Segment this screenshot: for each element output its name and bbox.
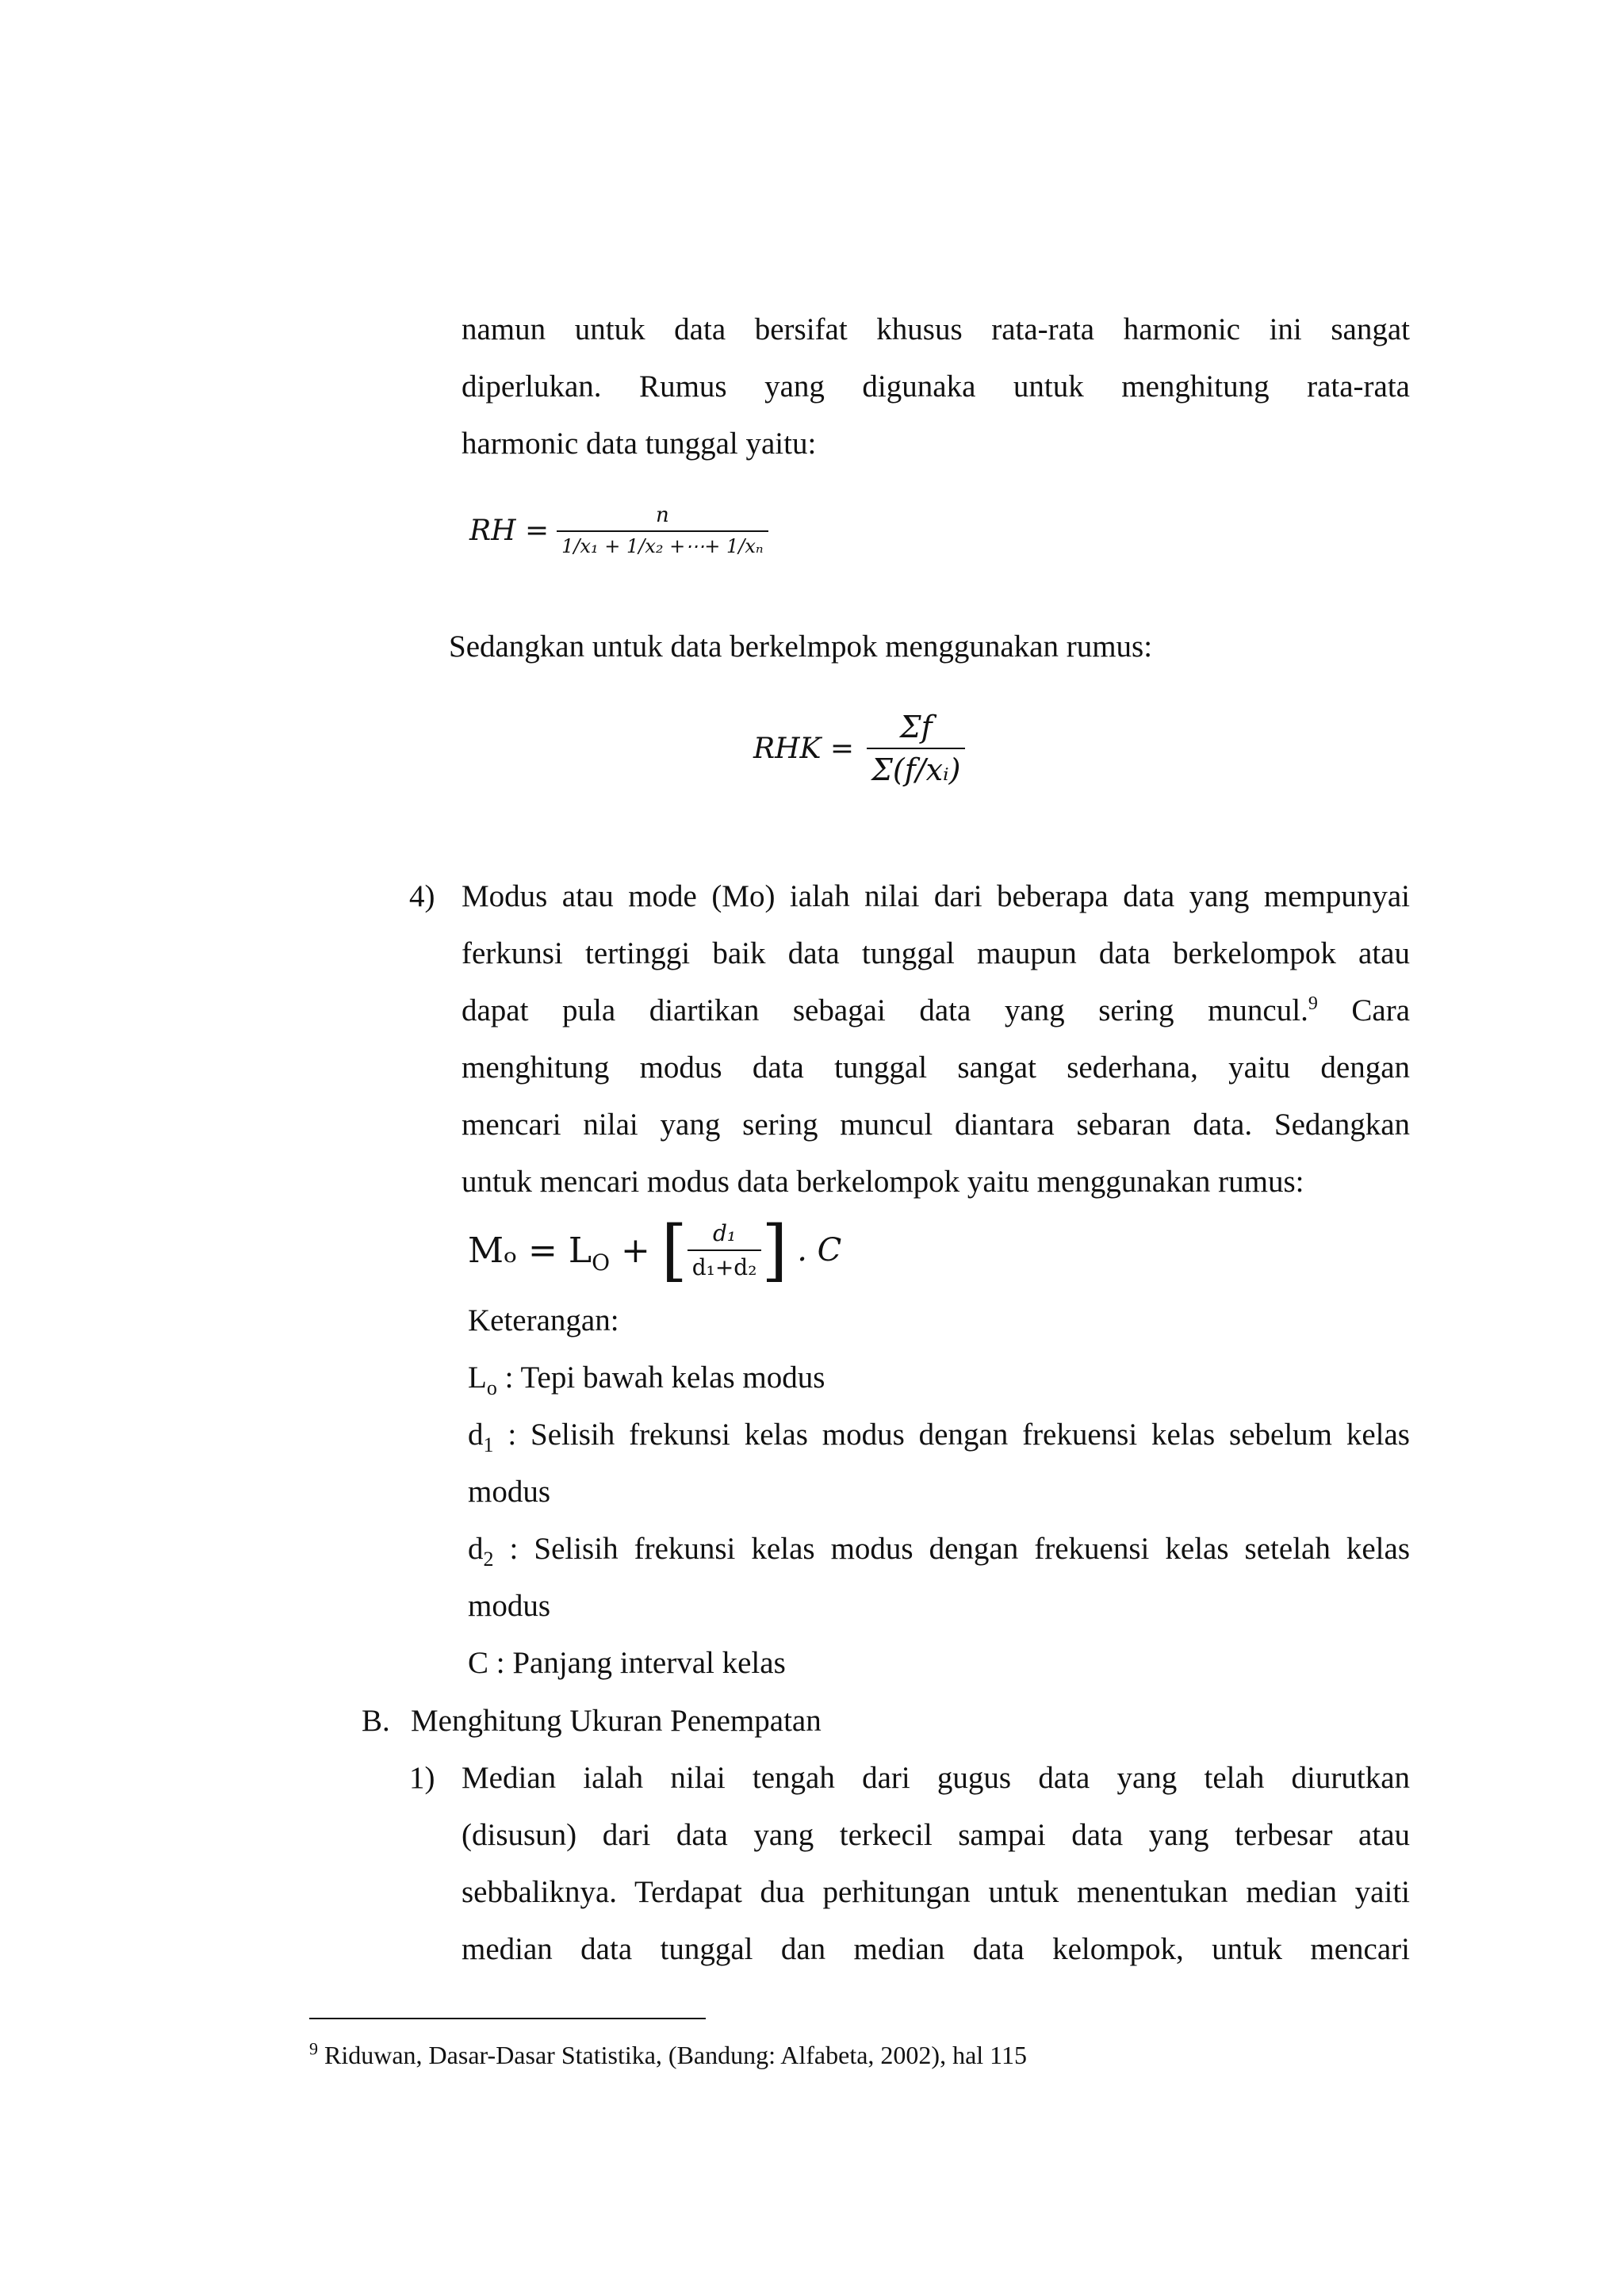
paragraph-harmonic-intro xyxy=(462,301,1410,473)
legend-text: : Selisih frekunsi kelas modus dengan frekuensi kelas setelah kelas xyxy=(493,1532,1410,1566)
legend-text: : Tepi bawah kelas modus xyxy=(496,1360,825,1395)
legend-item-c: C : Panjang interval kelas xyxy=(468,1646,786,1680)
formula-harmonic-single xyxy=(469,503,768,557)
formula-lhs: RH = xyxy=(469,514,550,547)
legend-symbol-sub: 1 xyxy=(483,1433,494,1456)
formula-denominator: Σ(f/xᵢ) xyxy=(867,748,965,787)
text-line: median data tunggal dan median data kelompok, untuk mencari xyxy=(462,1932,1410,1966)
legend-item-d1-cont: modus xyxy=(468,1475,551,1509)
text-segment: Cara xyxy=(1351,993,1411,1027)
footnote-text: Riduwan, Dasar-Dasar Statistika, (Bandung: Alfabeta, 2002), hal 115 xyxy=(318,2041,1027,2069)
formula-numerator: n xyxy=(655,503,669,527)
paragraph-median xyxy=(462,1750,1410,1978)
text-line: harmonic data tunggal yaitu: xyxy=(462,427,817,461)
legend-heading: Keterangan: xyxy=(468,1303,619,1337)
text-line: mencari nilai yang sering muncul diantara sebaran data. Sedangkan xyxy=(462,1108,1410,1142)
text-line: (disusun) dari data yang terkecil sampai data yang terbesar atau xyxy=(462,1818,1410,1852)
formula-fraction xyxy=(867,710,965,787)
text-line: Median ialah nilai tengah dari gugus data yang telah diurutkan xyxy=(462,1761,1410,1795)
bracket-right: ] xyxy=(761,1211,788,1289)
formula-denominator: d₁+d₂ xyxy=(688,1249,762,1280)
text-line: ferkunsi tertinggi baik data tunggal maupun data berkelompok atau xyxy=(462,936,1410,970)
formula-denominator: 1/x₁ + 1/x₂ +⋯+ 1/xₙ xyxy=(557,530,768,557)
bracket-left: [ xyxy=(661,1211,688,1289)
list-marker: 1) xyxy=(409,1761,435,1795)
legend-block xyxy=(468,1292,1410,1692)
text-line: diperlukan. Rumus yang digunaka untuk menghitung rata-rata xyxy=(462,369,1410,404)
formula-lhs-text: Mₒ = L xyxy=(468,1230,592,1271)
formula-plus: + xyxy=(621,1230,650,1271)
legend-text: : Selisih frekunsi kelas modus dengan frekuensi kelas sebelum kelas xyxy=(493,1418,1410,1452)
legend-symbol: d xyxy=(468,1418,484,1452)
text-line: namun untuk data bersifat khusus rata-rata harmonic ini sangat xyxy=(462,312,1410,346)
legend-item-d1 xyxy=(468,1406,1410,1464)
legend-item-d2-cont: modus xyxy=(468,1589,551,1623)
section-marker: B. xyxy=(362,1704,390,1738)
footnote-divider xyxy=(309,2018,706,2019)
text-line: sebbaliknya. Terdapat dua perhitungan untuk menentukan median yaiti xyxy=(462,1875,1410,1909)
legend-symbol: L xyxy=(468,1360,487,1395)
formula-numerator: Σf xyxy=(899,710,933,744)
formula-lhs: RHK = xyxy=(753,732,855,765)
footnote xyxy=(309,2039,1027,2071)
text-line: Modus atau mode (Mo) ialah nilai dari beberapa data yang mempunyai xyxy=(462,879,1410,913)
section-title: Menghitung Ukuran Penempatan xyxy=(411,1704,822,1738)
footnote-reference: 9 xyxy=(1308,993,1318,1014)
formula-lhs-sub: O xyxy=(592,1249,611,1276)
formula-harmonic-grouped xyxy=(753,710,965,787)
text-line: untuk mencari modus data berkelompok yaitu menggunakan rumus: xyxy=(462,1165,1304,1199)
list-marker: 4) xyxy=(409,879,435,913)
legend-item-lo xyxy=(468,1349,1410,1406)
formula-numerator: d₁ xyxy=(712,1220,737,1246)
text-segment: dapat pula diartikan sebagai data yang sering muncul. xyxy=(462,993,1308,1027)
formula-tail: . C xyxy=(797,1232,842,1269)
formula-fraction xyxy=(557,503,768,557)
legend-symbol: d xyxy=(468,1532,484,1566)
paragraph-modus xyxy=(462,868,1410,1211)
legend-item-d2 xyxy=(468,1521,1410,1578)
formula-lhs xyxy=(468,1230,611,1276)
legend-symbol-sub: 2 xyxy=(483,1547,494,1571)
text-line xyxy=(462,982,1410,1039)
footnote-number: 9 xyxy=(309,2038,318,2059)
text-line: menghitung modus data tunggal sangat sederhana, yaitu dengan xyxy=(462,1050,1410,1085)
formula-modus xyxy=(468,1211,842,1289)
paragraph-grouped-intro: Sedangkan untuk data berkelmpok menggunakan rumus: xyxy=(449,629,1153,664)
formula-fraction xyxy=(688,1220,762,1280)
legend-symbol-sub: o xyxy=(486,1376,497,1399)
